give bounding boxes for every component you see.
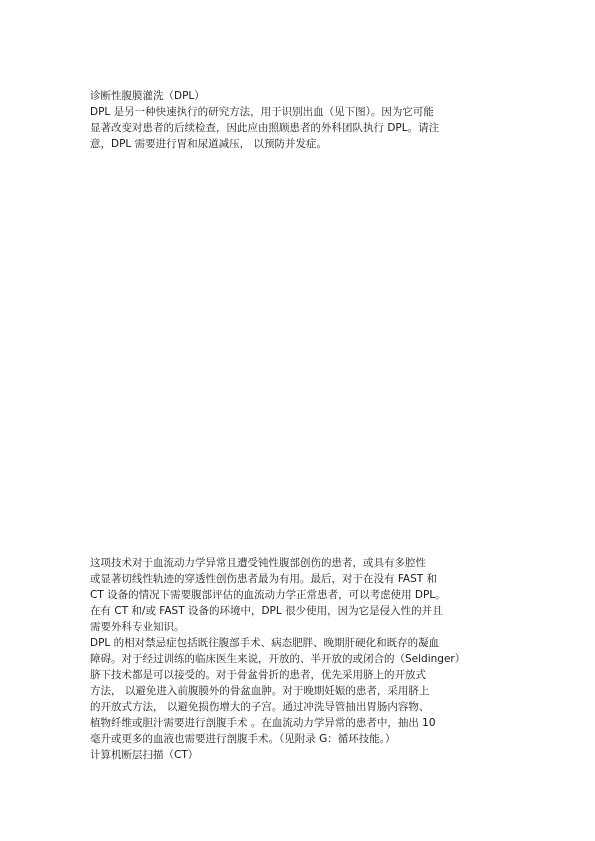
paragraph-line: DPL 是另一种快速执行的研究方法，用于识别出血（见下图）。因为它可能: [90, 106, 434, 118]
paragraph-line: 毫升或更多的血液也需要进行剖腹手术。（见附录 G：循环技能。）: [90, 733, 396, 745]
paragraph-line: DPL 的相对禁忌症包括既往腹部手术、病态肥胖、晚期肝硬化和既存的凝血: [90, 637, 440, 649]
paragraph-line: 意，DPL 需要进行胃和尿道减压， 以预防并发症。: [90, 138, 327, 150]
section-heading-ct: 计算机断层扫描（CT）: [90, 749, 199, 761]
paragraph-line: 这项技术对于血流动力学异常且遭受钝性腹部创伤的患者，或具有多腔性: [90, 557, 426, 569]
paragraph-line: 显著改变对患者的后续检查，因此应由照顾患者的外科团队执行 DPL。请注: [90, 122, 440, 134]
figure-placeholder: [90, 160, 510, 540]
paragraph-line: 障碍。对于经过训练的临床医生来说，开放的、半开放的或闭合的（Seldinger）: [90, 653, 466, 665]
paragraph-line: 方法， 以避免进入前腹膜外的骨盆血肿。对于晚期妊娠的患者，采用脐上: [90, 685, 430, 697]
paragraph-line: CT 设备的情况下需要腹部评估的血流动力学正常患者，可以考虑使用 DPL。: [90, 589, 446, 601]
paragraph-line: 或显著切线性轨迹的穿透性创伤患者最为有用。最后，对于在没有 FAST 和: [90, 573, 438, 585]
section-heading-dpl: 诊断性腹膜灌洗（DPL）: [90, 90, 205, 102]
paragraph-line: 植物纤维或胆汁需要进行剖腹手术 。在血流动力学异常的患者中，抽出 10: [90, 717, 436, 729]
paragraph-line: 需要外科专业知识。: [90, 621, 185, 633]
paragraph-line: 脐下技术都是可以接受的。对于骨盆骨折的患者，优先采用脐上的开放式: [90, 669, 426, 681]
paragraph-line: 的开放式方法， 以避免损伤增大的子宫。通过冲洗导管抽出胃肠内容物、: [90, 701, 430, 713]
paragraph-line: 在有 CT 和/或 FAST 设备的环境中，DPL 很少使用，因为它是侵入性的并且: [90, 605, 443, 617]
